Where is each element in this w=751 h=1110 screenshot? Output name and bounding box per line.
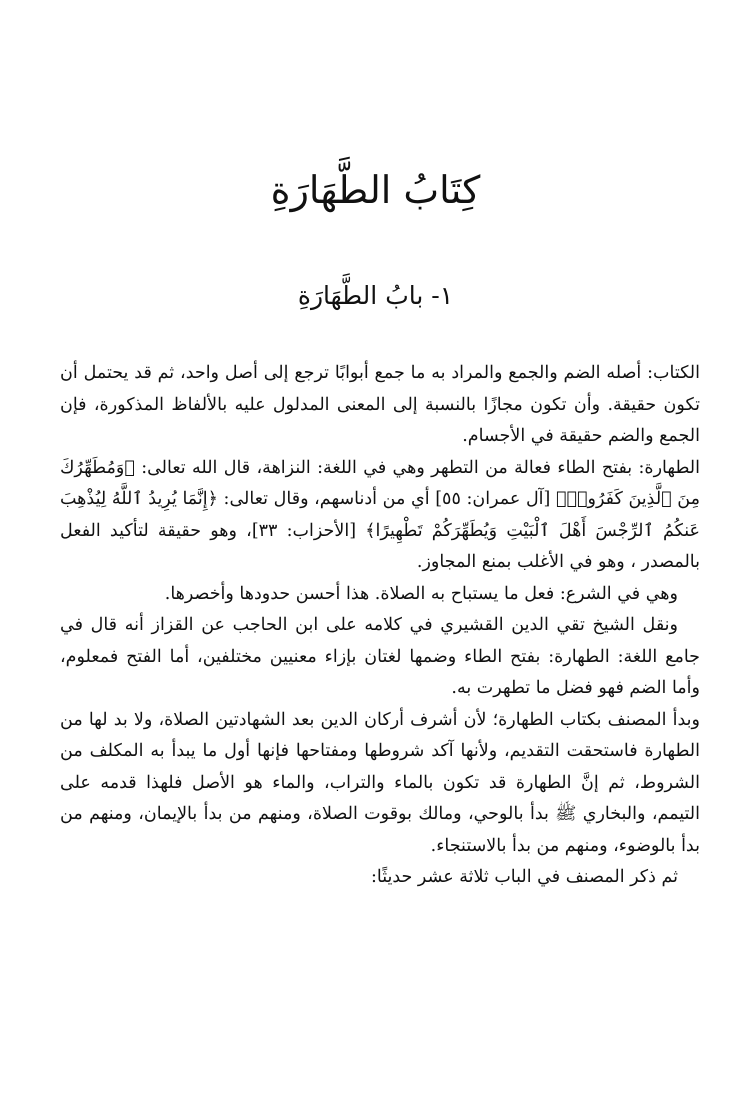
book-title: كِتَابُ الطَّهَارَةِ bbox=[270, 168, 481, 212]
paragraph-sharia-definition: وهي في الشرع: فعل ما يستباح به الصلاة. هذا أحسن حدودها وأخصرها. bbox=[164, 583, 678, 604]
paragraph-hadith-count: ثم ذكر المصنف في الباب ثلاثة عشر حديثًا: bbox=[370, 867, 678, 887]
paragraph-qushayri-quote: ونقل الشيخ تقي الدين القشيري في كلامه على ابن الحاجب عن القزاز أنه قال في جامع اللغة: الطهارة: بفتح الطاء وضمها لغتان بإزاء معنيين مختلفين، أما الفتح فمعلوم، وأما الضم فهو فضل ما تطهرت به. bbox=[60, 615, 700, 698]
chapter-title: ١- بابُ الطَّهَارَةِ bbox=[297, 281, 454, 310]
paragraph-book-definition: الكتاب: أصله الضم والجمع والمراد به ما جمع أبوابًا ترجع إلى أصل واحد، ثم قد يحتمل أن تكون حقيقة. وأن تكون مجازًا بالنسبة إلى المعنى المدلول عليه بالألفاظ المذكورة، فإن الجمع والضم حقيقة في الأجسام. bbox=[60, 363, 700, 446]
paragraph-tahara-definition: الطهارة: بفتح الطاء فعالة من التطهر وهي في اللغة: النزاهة، قال الله تعالى: ﴿وَمُطَهِّرُكَ مِنَ ٱلَّذِينَ كَفَرُوا۟﴾ [آل عمران: ٥٥] أي من أدناسهم، وقال تعالى: ﴿إِنَّمَا يُرِيدُ ٱللَّهُ لِيُذْهِبَ عَنكُمُ ٱلرِّجْسَ أَهْلَ ٱلْبَيْتِ وَيُطَهِّرَكُمْ تَطْهِيرًا﴾ [الأحزاب: ٣٣]، وهو حقيقة لتأكيد الفعل بالمصدر ، وهو في الأغلب بمنع المجاوز. bbox=[60, 457, 700, 572]
paragraph-ordering-reason: وبدأ المصنف بكتاب الطهارة؛ لأن أشرف أركان الدين بعد الشهادتين الصلاة، ولا بد لها من الطهارة فاستحقت التقديم، ولأنها آكد شروطها ومفتاحها فإنها أول ما يبدأ به المكلف من الشروط، ثم إنَّ الطهارة قد تكون بالماء والتراب، والماء هو الأصل فلهذا قدمه على التيمم، والبخاري ﷺ بدأ بالوحي، ومالك بوقوت الصلاة، ومنهم من بدأ بالإيمان، ومنهم من بدأ بالوضوء، ومنهم من بدأ بالاستنجاء. bbox=[60, 709, 700, 856]
body-text bbox=[60, 358, 700, 894]
